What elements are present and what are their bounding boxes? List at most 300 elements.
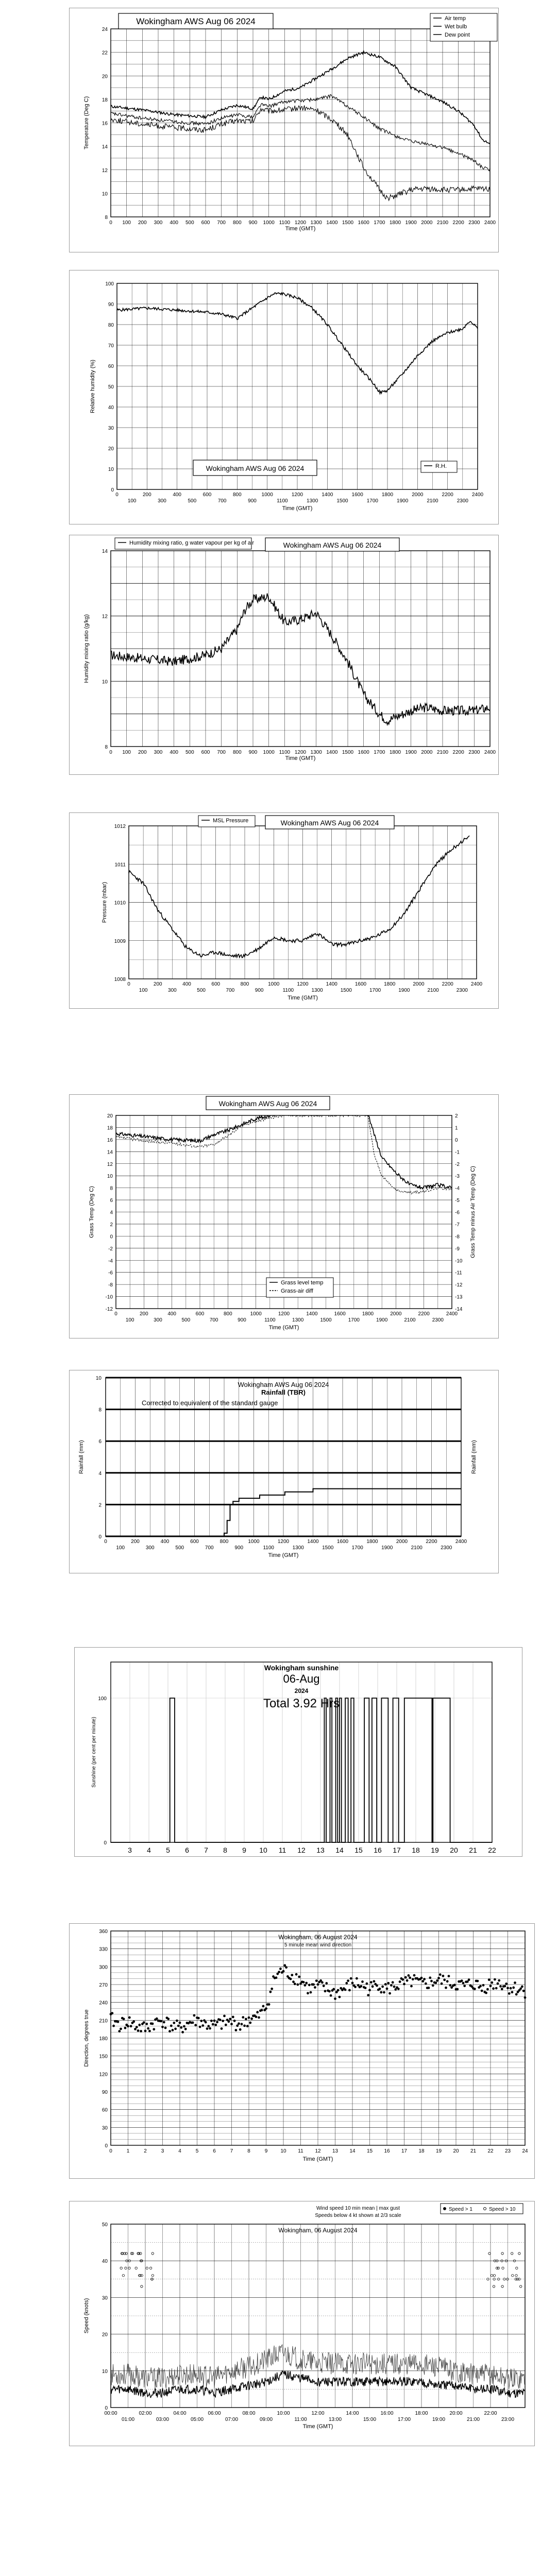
pressure-xtick-label: 1100 [282, 988, 294, 993]
grass-ytick-label: 18 [107, 1125, 113, 1131]
rh-ytick-label: 40 [108, 405, 114, 411]
hmr-ytick-label: 10 [102, 679, 108, 685]
wind_dir-point [209, 2027, 211, 2030]
hmr-xtick-label: 2400 [484, 750, 496, 755]
sunshine-xtick-label: 17 [393, 1846, 401, 1854]
wind_dir-point [298, 1976, 300, 1978]
grass-xtick-label: 700 [209, 1317, 218, 1323]
grass-xtick-label: 400 [167, 1311, 177, 1317]
pressure-xtick-label: 1500 [340, 988, 352, 993]
grass-xtick-label: 1400 [306, 1311, 318, 1317]
wind_dir-point [337, 1989, 340, 1992]
wind_dir-xtick-label: 1 [126, 2148, 130, 2154]
rh-xtick-label: 2300 [457, 498, 468, 504]
wind_dir-point [505, 1982, 508, 1985]
wind_dir-point [428, 1987, 430, 1989]
temp-xtick-label: 300 [154, 220, 163, 226]
wind_speed-xtick-label: 03:00 [156, 2417, 170, 2422]
wind_dir-xtick-label: 23 [504, 2148, 511, 2154]
grass-ytick-label: -6 [108, 1270, 113, 1276]
rh-ytick-label: 90 [108, 302, 114, 308]
hmr-xtick-label: 1800 [389, 750, 401, 755]
humidity-chart-svg [70, 270, 498, 524]
wind_speed-xtick-label: 18:00 [415, 2411, 428, 2416]
wind_dir-point [421, 1980, 424, 1982]
grass-legend-label: Grass-air diff [281, 1288, 313, 1294]
wind_dir-xlabel: Time (GMT) [302, 2156, 333, 2162]
rh-xtick-label: 700 [217, 498, 227, 504]
wind_dir-point [246, 2025, 249, 2027]
wind_dir-point [506, 1987, 509, 1989]
grass-xtick-label: 2100 [404, 1317, 416, 1323]
hmr-xlabel: Time (GMT) [285, 755, 316, 761]
wind_dir-point [515, 1993, 518, 1996]
wind_dir-point [243, 2025, 246, 2027]
wind_dir-xtick-label: 9 [264, 2148, 268, 2154]
sunshine-xtick-label: 5 [166, 1846, 170, 1854]
temp-title: Wokingham AWS Aug 06 2024 [136, 16, 256, 26]
wind_dir-point [172, 2029, 174, 2031]
wind_dir-point [441, 1982, 443, 1985]
rain-xtick-label: 2400 [455, 1539, 467, 1545]
wind_dir-point [193, 2014, 196, 2017]
sunshine-ylabel: Sunshine (per cent per minute) [91, 1717, 97, 1788]
pressure-xtick-label: 1300 [311, 988, 323, 993]
wind_dir-point [285, 1966, 288, 1969]
wind_dir-point [373, 1980, 376, 1982]
wind_speed-gust-marker [515, 2275, 517, 2277]
wind_dir-point [148, 2030, 151, 2032]
wind-speed-chart-svg [70, 2201, 534, 2446]
wind_dir-point [388, 1992, 391, 1995]
rh-xtick-label: 1700 [366, 498, 378, 504]
hmr-xtick-label: 2300 [468, 750, 480, 755]
wind_dir-point [425, 1982, 427, 1985]
wind_dir-point [486, 1988, 489, 1991]
grass-xtick-label: 1700 [348, 1317, 360, 1323]
wind_dir-point [184, 2028, 187, 2030]
wind_dir-xtick-label: 12 [315, 2148, 321, 2154]
wind_speed-legend-label: Speed > 1 [449, 2207, 472, 2212]
wind_speed-xtick-label: 14:00 [346, 2411, 359, 2416]
hmr-title: Wokingham AWS Aug 06 2024 [283, 541, 382, 549]
rain-series [223, 1489, 461, 1536]
wind_dir-xtick-label: 24 [522, 2148, 528, 2154]
temp-xtick-label: 1500 [342, 220, 354, 226]
rh-ytick-label: 80 [108, 323, 114, 328]
wind_dir-point [392, 1981, 394, 1984]
wind_dir-point [212, 2023, 214, 2026]
wind_dir-point [123, 2018, 125, 2020]
wind_dir-xtick-label: 18 [418, 2148, 425, 2154]
wind_dir-point [390, 1984, 393, 1987]
wind_dir-point [222, 2020, 224, 2022]
pressure-ytick-label: 1010 [114, 900, 126, 906]
hmr-xtick-label: 0 [109, 750, 112, 755]
temp-ytick-label: 8 [105, 215, 108, 221]
wind_dir-point [236, 2024, 239, 2027]
grass-ytick-label: 10 [107, 1174, 113, 1180]
wind_dir-point [510, 1987, 512, 1990]
sunshine-xtick-label: 3 [128, 1846, 132, 1854]
wind_dir-point [228, 2020, 230, 2023]
wind_dir-point [265, 2007, 267, 2010]
wind_dir-point [130, 2025, 132, 2027]
wind_dir-point [347, 1979, 349, 1982]
rainfall-chart-svg [70, 1370, 498, 1573]
pressure-xtick-label: 1600 [354, 981, 367, 987]
wind_dir-point [356, 1977, 358, 1980]
wind_dir-point [275, 1976, 278, 1979]
pressure-xtick-label: 600 [211, 981, 221, 987]
wind_speed-gust-marker [512, 2275, 514, 2277]
wind_speed-xtick-label: 13:00 [328, 2417, 342, 2422]
rh-xtick-label: 900 [248, 498, 257, 504]
rh-xtick-label: 1800 [381, 492, 394, 498]
wind_dir-point [406, 1979, 409, 1982]
wind_speed-xtick-label: 12:00 [311, 2411, 325, 2416]
sunshine-xtick-label: 14 [335, 1846, 344, 1854]
rh-legend-label: R.H. [435, 463, 447, 469]
rain-xtick-label: 2300 [441, 1545, 452, 1551]
grass-xtick-label: 300 [154, 1317, 162, 1323]
grass-xtick-label: 1100 [264, 1317, 276, 1323]
grass-ytick-label: 12 [107, 1161, 113, 1167]
wind_speed-gust-marker [125, 2267, 127, 2269]
grass-ytick-label: 2 [110, 1222, 113, 1228]
wind_dir-xtick-label: 7 [230, 2148, 233, 2154]
wind_dir-point [181, 2031, 184, 2033]
wind_dir-point [308, 1984, 311, 1986]
wind_dir-point [177, 2025, 180, 2027]
wind_dir-point [143, 2021, 145, 2024]
wind_dir-point [481, 1990, 483, 1992]
grass-ytick-right-label: -5 [455, 1198, 460, 1204]
grass-ytick-right-label: 0 [455, 1137, 458, 1143]
grass-ytick-right-label: 2 [455, 1113, 458, 1119]
rh-ytick-label: 50 [108, 384, 114, 390]
wind_dir-point [348, 1989, 351, 1992]
rain-subtitle: Rainfall (TBR) [261, 1388, 306, 1396]
wind_speed-xtick-label: 21:00 [466, 2417, 480, 2422]
hmr-xtick-label: 1900 [405, 750, 417, 755]
wind_dir-point [295, 1973, 298, 1976]
pressure-xtick-label: 400 [182, 981, 191, 987]
wind_dir-ylabel: Direction, degrees true [83, 2009, 90, 2067]
grass-ytick-label: 6 [110, 1198, 113, 1204]
rh-xtick-label: 2200 [442, 492, 453, 498]
wind_dir-point [508, 1992, 511, 1995]
wind_dir-xtick-label: 3 [161, 2148, 164, 2154]
rh-xtick-label: 1900 [397, 498, 409, 504]
rain-xtick-label: 1500 [322, 1545, 334, 1551]
wind_dir-point [206, 2027, 209, 2030]
wind_dir-point [145, 2023, 148, 2025]
rain-xtick-label: 2200 [426, 1539, 437, 1545]
grass-legend-label: Grass level temp [281, 1280, 324, 1286]
wind_dir-point [456, 1988, 459, 1991]
wind_dir-point [399, 1980, 401, 1983]
wind_dir-point [453, 1984, 456, 1986]
grass-temp-chart [69, 1094, 499, 1338]
wind_dir-point [312, 1984, 315, 1986]
wind_dir-point [479, 1985, 482, 1988]
grass-ytick-right-label: -3 [455, 1174, 460, 1180]
wind_dir-ytick-label: 270 [99, 1982, 108, 1988]
wind_dir-xtick-label: 11 [298, 2148, 303, 2154]
rain-ytick-label: 2 [98, 1502, 102, 1509]
wind_dir-point [128, 2016, 131, 2019]
grass-ytick-right-label: -4 [455, 1185, 460, 1192]
grass-ytick-label: -12 [105, 1307, 113, 1312]
pressure-xtick-label: 800 [240, 981, 249, 987]
wind_dir-point [519, 1988, 522, 1990]
sunshine-xtick-label: 18 [412, 1846, 420, 1854]
wind_dir-point [461, 1979, 463, 1982]
wind_dir-point [163, 2021, 165, 2024]
wind_dir-point [156, 2018, 158, 2020]
rain-xtick-label: 600 [190, 1539, 199, 1545]
wind_speed-gust-marker [120, 2267, 122, 2269]
hmr-legend-label: Humidity mixing ratio, g water vapour per kg of air [129, 540, 255, 546]
rh-xtick-label: 300 [158, 498, 166, 504]
wind_dir-point [151, 2023, 154, 2025]
wind_dir-point [449, 1984, 451, 1987]
temp-xtick-label: 1300 [310, 220, 322, 226]
wind_dir-point [491, 1981, 493, 1984]
wind_dir-point [282, 1970, 285, 1973]
rain-xtick-label: 2000 [396, 1539, 408, 1545]
wind_dir-point [376, 1985, 378, 1987]
grass-ytick-right-label: -8 [455, 1234, 460, 1240]
wind_dir-point [134, 2028, 137, 2030]
wind_dir-point [216, 2021, 218, 2023]
temp-ytick-label: 14 [102, 144, 108, 150]
pressure-xtick-label: 2100 [427, 988, 439, 993]
wind_dir-point [248, 2016, 250, 2019]
wind_dir-xtick-label: 20 [453, 2148, 459, 2154]
grass-ytick-right-label: 1 [455, 1125, 458, 1131]
wind_dir-ytick-label: 330 [99, 1946, 108, 1953]
wind_dir-point [522, 1990, 525, 1992]
wind_dir-point [230, 2023, 233, 2025]
wind_dir-point [233, 2020, 236, 2022]
grass-ytick-label: 0 [110, 1234, 113, 1240]
pressure-xtick-label: 900 [255, 988, 264, 993]
wind_dir-point [112, 2025, 115, 2027]
rain-xtick-label: 1700 [351, 1545, 363, 1551]
hmr-xtick-label: 600 [201, 750, 210, 755]
wind_dir-point [364, 1987, 367, 1989]
grass-ylabel-right: Grass Temp minus Air Temp (Deg C) [470, 1166, 476, 1258]
sunshine-title: Wokingham sunshine [264, 1664, 339, 1672]
grass-title: Wokingham AWS Aug 06 2024 [218, 1099, 317, 1108]
wind_dir-point [321, 1981, 324, 1984]
sunshine-xtick-label: 4 [147, 1846, 151, 1854]
wind_dir-point [292, 1980, 295, 1983]
wind_speed-gust-marker [491, 2275, 493, 2277]
hmr-xtick-label: 1000 [263, 750, 275, 755]
pressure-ytick-label: 1012 [114, 824, 126, 829]
grass-ytick-right-label: -2 [455, 1161, 460, 1167]
rain-xtick-label: 400 [160, 1539, 170, 1545]
wind_speed-ytick-label: 40 [102, 2259, 108, 2265]
wind_dir-point [368, 1989, 371, 1991]
wind_speed-xtick-label: 09:00 [259, 2417, 273, 2422]
wind_speed-xtick-label: 19:00 [432, 2417, 446, 2422]
rain-xtick-label: 1300 [292, 1545, 304, 1551]
pressure-ytick-label: 1009 [114, 938, 126, 944]
wind_dir-point [445, 1987, 447, 1989]
pressure-ylabel: Pressure (mbar) [102, 882, 108, 923]
wind_dir-point [463, 1985, 466, 1987]
wind_dir-point [136, 2026, 138, 2028]
wind_speed-xlabel: Time (GMT) [302, 2424, 333, 2430]
wind_dir-ytick-label: 240 [99, 2000, 108, 2006]
grass-ytick-label: 4 [110, 1210, 113, 1216]
temp-ytick-label: 16 [102, 121, 108, 127]
wind_dir-point [268, 2003, 270, 2006]
rh-xtick-label: 500 [188, 498, 197, 504]
rh-xtick-label: 1200 [291, 492, 303, 498]
wind_dir-point [512, 1987, 515, 1989]
wind_speed-legend-label: Speed > 10 [489, 2207, 516, 2212]
temp-ytick-label: 18 [102, 97, 108, 103]
rain-xtick-label: 300 [145, 1545, 155, 1551]
temp-xtick-label: 1100 [279, 220, 291, 226]
wind_dir-point [360, 1985, 362, 1988]
rain-xtick-label: 100 [116, 1545, 125, 1551]
grass-ytick-label: 14 [107, 1149, 113, 1156]
wind_speed-gust-marker [497, 2267, 499, 2269]
wind_dir-xtick-label: 8 [247, 2148, 250, 2154]
pressure-xtick-label: 2200 [442, 981, 453, 987]
wind_dir-point [344, 1989, 347, 1991]
hmr-xtick-label: 400 [170, 750, 179, 755]
hmr-xtick-label: 200 [138, 750, 147, 755]
sunshine-xtick-label: 10 [259, 1846, 267, 1854]
temp-legend-label: Dew point [445, 32, 470, 38]
wind_speed-header-note2: Speeds below 4 kt shown at 2/3 scale [315, 2213, 401, 2218]
wind_dir-point [379, 1988, 381, 1990]
temp-xtick-label: 1400 [326, 220, 338, 226]
hmr-xtick-label: 2000 [421, 750, 433, 755]
wind_dir-point [474, 1988, 476, 1990]
wind_dir-point [366, 1982, 368, 1985]
grass-xtick-label: 500 [181, 1317, 191, 1323]
wind_dir-point [323, 1985, 325, 1987]
wind_dir-point [161, 2026, 164, 2028]
wind_dir-point [305, 1982, 308, 1985]
wind_speed-gust-marker [493, 2285, 495, 2287]
wind_dir-point [250, 2018, 253, 2020]
grass-xtick-label: 800 [223, 1311, 232, 1317]
wind_speed-xtick-label: 20:00 [449, 2411, 463, 2416]
temp-xtick-label: 400 [170, 220, 179, 226]
pressure-xlabel: Time (GMT) [288, 995, 318, 1001]
rain-xtick-label: 200 [131, 1539, 140, 1545]
rain-ytick-label: 10 [95, 1376, 102, 1381]
wind_dir-title: Wokingham, 06 August 2024 [278, 1934, 358, 1941]
wind_dir-point [404, 1976, 407, 1979]
rh-xtick-label: 2100 [427, 498, 438, 504]
hmr-xtick-label: 900 [248, 750, 258, 755]
rain-xtick-label: 800 [219, 1539, 229, 1545]
sunshine-xtick-label: 6 [185, 1846, 189, 1854]
temp-xlabel: Time (GMT) [285, 226, 316, 232]
wind_speed-xtick-label: 22:00 [484, 2411, 497, 2416]
grass-ytick-label: -10 [105, 1294, 113, 1300]
grass-ytick-right-label: -7 [455, 1222, 460, 1228]
wind_dir-point [117, 2021, 120, 2023]
rh-xtick-label: 400 [173, 492, 182, 498]
wind_dir-point [504, 1985, 506, 1988]
grass-ytick-right-label: -9 [455, 1246, 460, 1252]
wind_speed-ytick-label: 30 [102, 2295, 108, 2301]
rain-xtick-label: 1400 [307, 1539, 319, 1545]
pressure-xtick-label: 200 [153, 981, 162, 987]
pressure-xtick-label: 2400 [470, 981, 483, 987]
wind_dir-xtick-label: 21 [470, 2148, 477, 2154]
temperature-chart [69, 8, 499, 252]
grass-ytick-label: 20 [107, 1113, 113, 1119]
temp-ytick-label: 20 [102, 74, 108, 80]
temp-ytick-label: 24 [102, 27, 108, 32]
grass-xtick-label: 2400 [446, 1311, 458, 1317]
rh-xtick-label: 600 [202, 492, 212, 498]
wind_dir-point [170, 2025, 173, 2027]
wind_speed-gust-marker [135, 2267, 137, 2269]
wind_dir-point [310, 1991, 312, 1994]
rh-xlabel: Time (GMT) [282, 505, 313, 512]
wind_dir-point [179, 2022, 181, 2024]
wind_dir-point [173, 2022, 175, 2024]
grass-xtick-label: 1500 [320, 1317, 332, 1323]
wind_dir-point [387, 1982, 390, 1985]
wind_speed-gust-marker [520, 2285, 522, 2287]
wind_speed-gust-marker [501, 2285, 503, 2287]
wind_speed-ytick-label: 20 [102, 2332, 108, 2338]
mixing-ratio-chart-svg [70, 535, 498, 774]
rh-xtick-label: 1500 [336, 498, 348, 504]
wind_dir-xtick-label: 2 [144, 2148, 147, 2154]
wind_dir-point [249, 2022, 251, 2024]
rain-ytick-label: 0 [98, 1534, 102, 1540]
wind_dir-point [214, 2024, 217, 2026]
sunshine-xtick-label: 16 [374, 1846, 382, 1854]
wind_speed-gust-marker [122, 2275, 124, 2277]
wind_dir-point [495, 1987, 498, 1990]
wind_dir-point [118, 2030, 121, 2032]
grass-xtick-label: 900 [238, 1317, 246, 1323]
temp-xtick-label: 0 [109, 220, 112, 226]
wind_dir-xtick-label: 14 [349, 2148, 356, 2154]
wind_dir-point [325, 1982, 328, 1985]
rh-xtick-label: 100 [127, 498, 137, 504]
rain-xtick-label: 1600 [336, 1539, 349, 1545]
grass-ytick-label: 16 [107, 1137, 113, 1143]
wind_speed-ylabel: Speed (knots) [83, 2298, 90, 2334]
wind_dir-point [384, 1983, 387, 1986]
sunshine-year: 2024 [294, 1687, 309, 1694]
rain-xtick-label: 700 [205, 1545, 214, 1551]
wind_speed-xtick-label: 15:00 [363, 2417, 377, 2422]
pressure-xtick-label: 2000 [413, 981, 425, 987]
rain-xtick-label: 1000 [248, 1539, 260, 1545]
wind_dir-point [423, 1978, 426, 1980]
temp-ytick-label: 10 [102, 191, 108, 197]
wind_dir-point [235, 2029, 238, 2031]
